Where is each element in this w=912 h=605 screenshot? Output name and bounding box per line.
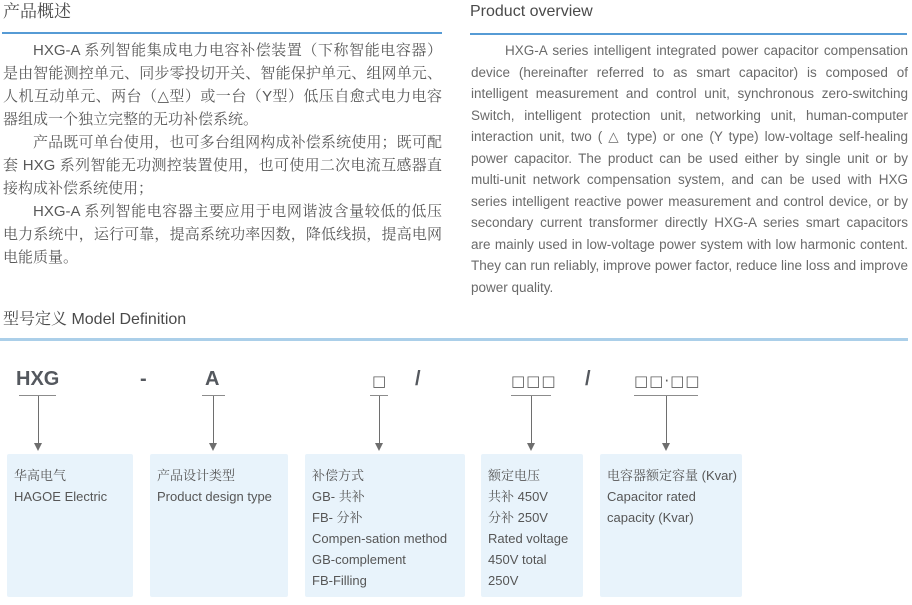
en-overview-paragraph: HXG-A series intelligent integrated power capacitor compensation device (hereinafter referred to as smart capacitor) is composed of intelligent measurement and control unit, synchronous zero-switching Switch, intelligent protection unit, networking unit, human-computer interaction unit, two ( △ type) or one (Y type) low-voltage self-healing power capacitor. The product can be used either by single unit or by multi-unit network compensation system, and can be used with HXG series intelligent reactive power measurement and control device, or by secondary current transformer directly HXG-A series smart capacitors are mainly used in low-voltage power system with low harmonic content. They can run reliably, improve power factor, reduce line loss and improve power quality. — [471, 43, 908, 295]
model-box-compensation-method — [305, 454, 465, 597]
model-code-compensation-placeholder: □ — [372, 372, 388, 390]
box-line: GB- 共补 — [312, 489, 365, 504]
model-code-capacity-placeholder: □□·□□ — [634, 372, 701, 390]
arrow-down-brand — [34, 396, 43, 452]
arrow-stem — [531, 396, 532, 444]
model-code-slash-2: / — [585, 368, 591, 390]
cn-overview-paragraphs — [3, 39, 442, 269]
box-line: HAGOE Electric — [14, 489, 108, 504]
box-line: 分补 250V — [488, 510, 548, 525]
box-line: Capacitor rated — [607, 489, 696, 504]
box-line: FB-Filling — [312, 573, 367, 588]
arrow-down-voltage — [527, 396, 536, 452]
box-line: 450V total — [488, 552, 547, 567]
box-line: Compen-sation method — [312, 531, 448, 546]
model-code-separator: - — [140, 368, 147, 390]
arrow-head-icon — [375, 443, 383, 451]
box-line: 电容器额定容量 (Kvar) — [607, 468, 738, 483]
box-line: Rated voltage — [488, 531, 569, 546]
cn-paragraph-3: HXG-A 系列智能电容器主要应用于电网谐波含量较低的低压电力系统中，运行可靠，提高系统功率因数，降低线损，提高电网电能质量。 — [3, 203, 442, 266]
cn-paragraph-2: 产品既可单台使用，也可多台组网构成补偿系统使用；既可配套 HXG 系列智能无功测控装置使用，也可使用二次电流互感器直接构成补偿系统使用； — [3, 134, 442, 197]
box-line: 额定电压 — [488, 468, 541, 483]
model-box-manufacturer — [7, 454, 133, 597]
model-code-design-type: A — [205, 368, 220, 390]
arrow-down-capacity — [662, 396, 671, 452]
box-line: 共补 450V — [488, 489, 548, 504]
model-code-slash-1: / — [415, 368, 421, 390]
en-overview-title: Product overview — [470, 3, 593, 20]
arrow-down-design-type — [209, 396, 218, 452]
arrow-head-icon — [527, 443, 535, 451]
box-line: 250V — [488, 573, 519, 588]
box-line: capacity (Kvar) — [607, 510, 694, 525]
cn-overview-title: 产品概述 — [3, 2, 71, 21]
en-title-divider — [470, 33, 907, 35]
model-code-voltage-placeholder: □□□ — [511, 372, 557, 390]
arrow-stem — [38, 396, 39, 444]
arrow-head-icon — [209, 443, 217, 451]
arrow-stem — [379, 396, 380, 444]
model-definition-divider — [0, 338, 908, 341]
box-line: 产品设计类型 — [157, 468, 236, 483]
box-line: FB- 分补 — [312, 510, 363, 525]
box-line: 补偿方式 — [312, 468, 365, 483]
arrow-down-compensation — [375, 396, 384, 452]
box-line: 华高电气 — [14, 468, 67, 483]
model-box-rated-capacity — [600, 454, 742, 597]
model-code-brand: HXG — [16, 368, 60, 390]
arrow-stem — [666, 396, 667, 444]
arrow-head-icon — [34, 443, 42, 451]
model-box-rated-voltage — [481, 454, 583, 597]
arrow-head-icon — [662, 443, 670, 451]
model-definition-heading: 型号定义 Model Definition — [3, 311, 187, 328]
cn-paragraph-1: HXG-A 系列智能集成电力电容补偿装置（下称智能电容器）是由智能测控单元、同步零投切开关、智能保护单元、组网单元、人机互动单元、两台（△型）或一台（Y型）低压自愈式电力电容器组成一个独立完整的无功补偿系统。 — [3, 42, 442, 128]
model-box-design-type — [150, 454, 288, 597]
cn-title-divider — [2, 32, 442, 34]
box-line: Product design type — [157, 489, 272, 504]
arrow-stem — [213, 396, 214, 444]
box-line: GB-complement — [312, 552, 406, 567]
